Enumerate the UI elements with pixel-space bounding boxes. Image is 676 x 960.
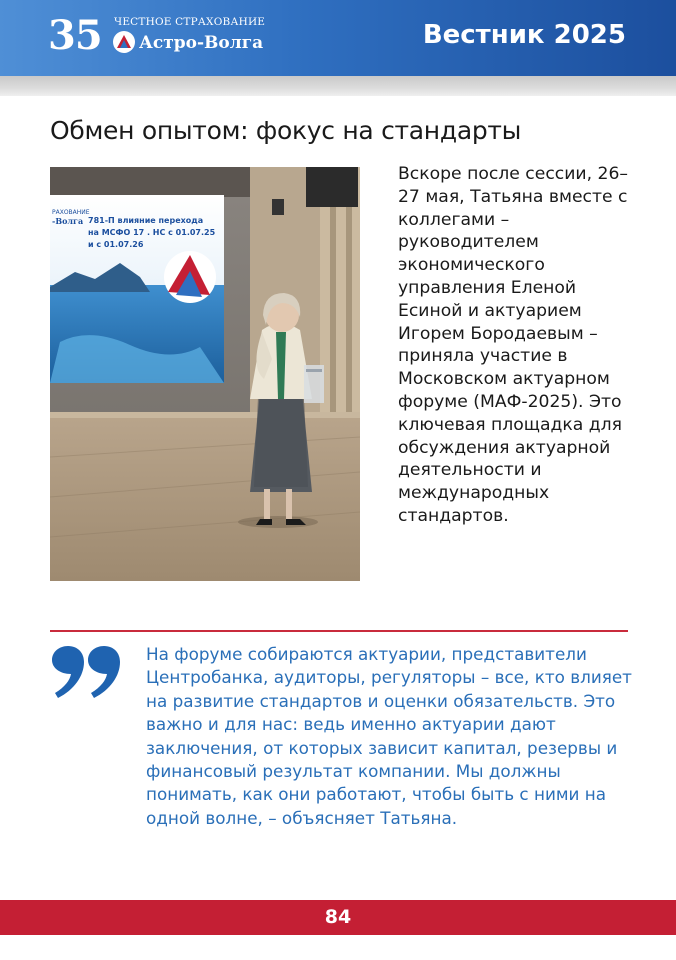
- quote-icon: [52, 646, 120, 698]
- screen-text-line3: и с 01.07.26: [88, 240, 144, 249]
- page-footer: [0, 900, 676, 935]
- logo-emblem-icon: [112, 30, 136, 54]
- header-title: Вестник 2025: [422, 20, 626, 50]
- header-divider: [0, 76, 676, 96]
- quote-divider: [50, 630, 628, 632]
- article-title: Обмен опытом: фокус на стандарты: [50, 116, 522, 145]
- screen-text-line2: на МСФО 17 . НС с 01.07.25: [88, 228, 216, 237]
- logo-company-name: Астро-Волга: [139, 33, 264, 53]
- page-header: [0, 0, 676, 76]
- screen-text-line1: 781-П влияние перехода: [88, 216, 204, 225]
- quote-text: На форуме собираются актуарии, представители Центробанка, аудиторы, регуляторы – все, кто влияет на развитие стандартов и оценки обязательств. Это важно и для нас: ведь именно актуарии дают заключения, от которых зависит капитал, резервы и финансовый результат компании. Мы должны понимать, как они работают, чтобы быть с ними на одной волне, – объясняет Татьяна.: [146, 644, 632, 828]
- article-photo: [50, 167, 360, 581]
- screen-logo-line2: -Волга: [52, 216, 84, 226]
- screen-logo-line1: РАХОВАНИЕ: [52, 209, 90, 216]
- logo-anniversary-number: 35: [48, 12, 102, 59]
- article-body: Вскоре после сессии, 26–27 мая, Татьяна вместе с коллегами – руководителем экономического управления Еленой Есиной и актуарием Игорем Бородаевым – приняла участие в Московском актуарном форуме (МАФ-2025). Это ключевая площадка для обсуждения актуарной деятельности и международных стандартов.: [398, 164, 628, 526]
- page-number: 84: [324, 906, 352, 928]
- logo-tagline: ЧЕСТНОЕ СТРАХОВАНИЕ: [114, 16, 266, 28]
